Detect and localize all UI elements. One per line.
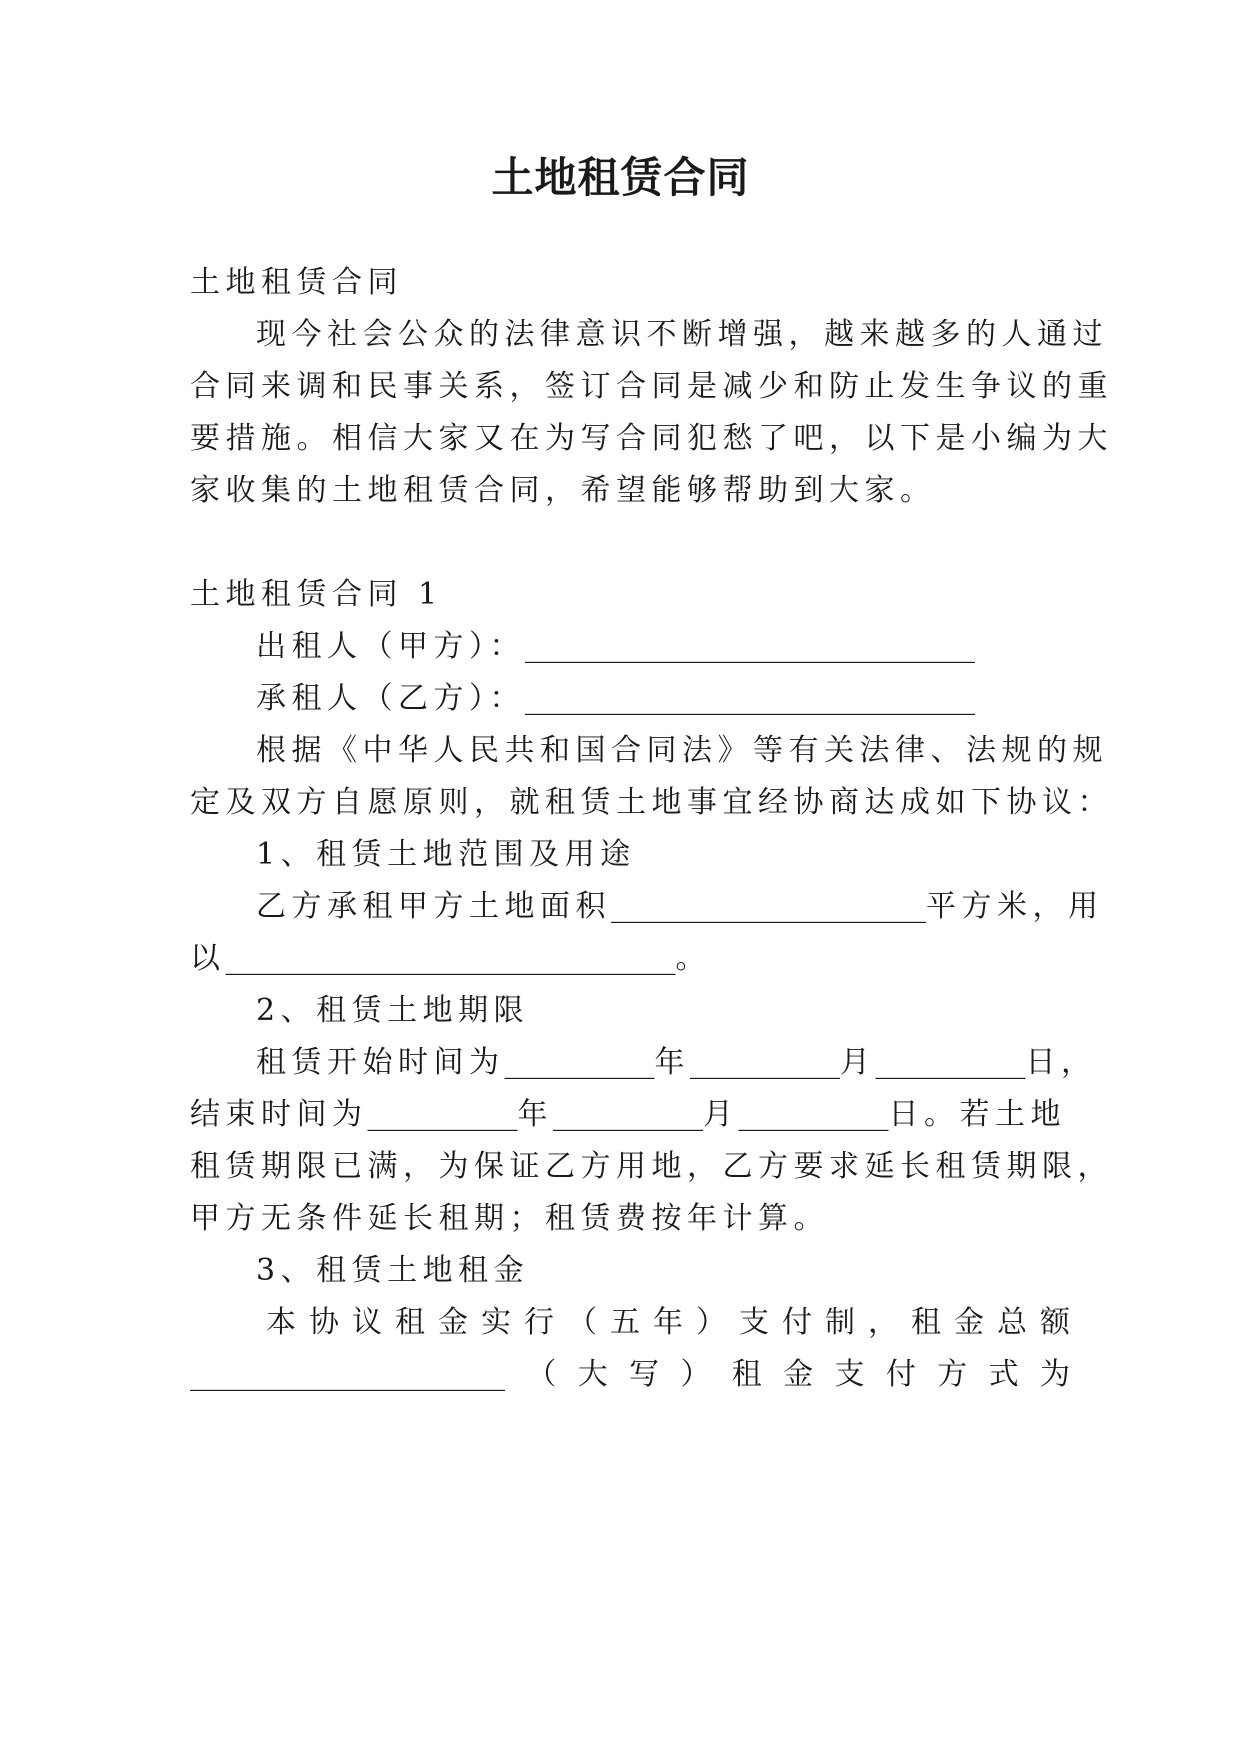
section-heading: 土地租赁合同: [190, 265, 403, 300]
clause-3-char: （: [567, 1305, 597, 1340]
lessor-label: 出租人（甲方）：: [256, 629, 525, 664]
clause-3-line-2: [190, 1355, 1070, 1395]
clause-2-line-3: 租赁期限已满，为保证乙方用地，乙方要求延长租赁期限，: [190, 1149, 1113, 1184]
clause-3-char: 付: [885, 1357, 916, 1392]
clause-3-char: 式: [988, 1357, 1019, 1392]
clause-3-char: 议: [352, 1305, 382, 1340]
clause-3-char: 金: [783, 1357, 814, 1392]
clause-3-char: 制: [825, 1305, 855, 1340]
clause-3-char: 支: [834, 1357, 865, 1392]
clause-3-char: 付: [782, 1305, 812, 1340]
clause-3-char: ，: [868, 1305, 898, 1340]
document-title: 土地租赁合同: [491, 153, 750, 202]
end-day-blank: __________: [738, 1097, 889, 1132]
clause-1-title: 1、租赁土地范围及用途: [256, 837, 636, 872]
lessee-blank: ______________________________: [525, 681, 975, 716]
start-label: 租赁开始时间为: [256, 1045, 505, 1080]
intro-line-4: 家收集的土地租赁合同，希望能够帮助到大家。: [190, 473, 936, 508]
clause-3-char: 支: [739, 1305, 769, 1340]
basis-line-1: 根据《中华人民共和国合同法》等有关法律、法规的规: [256, 733, 1108, 768]
clause-3-char: 金: [438, 1305, 468, 1340]
clause-3-char: 实: [481, 1305, 511, 1340]
start-day-blank: __________: [875, 1045, 1026, 1080]
clause-3-char: 额: [1040, 1305, 1070, 1340]
start-year-blank: __________: [504, 1045, 655, 1080]
clause-1-text-a: 乙方承租甲方土地面积: [256, 889, 611, 924]
end-month-blank: __________: [553, 1097, 703, 1132]
clause-1-line-1: [256, 887, 1104, 927]
end-year-label: 年: [517, 1097, 553, 1132]
lessor-blank: ______________________________: [525, 629, 975, 664]
lessee-label: 承租人（乙方）：: [256, 681, 525, 716]
clause-3-char: 总: [997, 1305, 1027, 1340]
clause-3-char: 年: [653, 1305, 683, 1340]
end-month-label: 月: [703, 1097, 739, 1132]
end-year-blank: __________: [367, 1097, 518, 1132]
clause-3-char: ）: [696, 1305, 726, 1340]
use-blank: ______________________________: [225, 941, 676, 976]
total-rent-blank: _____________________: [190, 1357, 505, 1392]
clause-3-char: 租: [395, 1305, 425, 1340]
area-blank: _____________________: [611, 889, 926, 924]
clause-3-line-1: [266, 1303, 1070, 1343]
start-day-label: 日，: [1025, 1045, 1097, 1080]
clause-3-char: 五: [610, 1305, 640, 1340]
clause-3-char: 写: [629, 1357, 660, 1392]
clause-3-char: 大: [577, 1357, 608, 1392]
start-year-label: 年: [654, 1045, 690, 1080]
basis-line-2: 定及双方自愿原则，就租赁土地事宜经协商达成如下协议：: [190, 785, 1113, 820]
clause-3-char: 方: [937, 1357, 968, 1392]
clause-3-char: 租: [911, 1305, 941, 1340]
clause-1-text-b: 平方米，用: [926, 889, 1104, 924]
intro-line-2: 合同来调和民事关系，签订合同是减少和防止发生争议的重: [190, 369, 1113, 404]
clause-2-line-2: [190, 1095, 1070, 1135]
contract-1-heading: 土地租赁合同 1: [190, 577, 443, 612]
clause-2-title: 2、租赁土地期限: [256, 993, 530, 1028]
clause-3-char: 租: [731, 1357, 762, 1392]
clause-1-line-2: [190, 939, 1070, 979]
clause-3-char: 金: [954, 1305, 984, 1340]
clause-3-char: 协: [309, 1305, 339, 1340]
clause-2-line-4: 甲方无条件延长租期；租赁费按年计算。: [190, 1201, 829, 1236]
clause-3-char: 行: [524, 1305, 554, 1340]
start-month-blank: __________: [690, 1045, 840, 1080]
clause-3-char: （: [526, 1357, 557, 1392]
lessee-line: [256, 679, 1070, 719]
end-day-label: 日。若土地: [888, 1097, 1066, 1132]
clause-3-char: 本: [266, 1305, 296, 1340]
clause-1-text-d: 。: [675, 941, 711, 976]
clause-2-line-1: [256, 1043, 1097, 1083]
clause-3-title: 3、租赁土地租金: [256, 1253, 530, 1288]
lessor-line: [256, 627, 1070, 667]
intro-line-1: 现今社会公众的法律意识不断增强，越来越多的人通过: [256, 317, 1108, 352]
intro-line-3: 要措施。相信大家又在为写合同犯愁了吧，以下是小编为大: [190, 421, 1113, 456]
clause-3-char: 为: [1039, 1357, 1070, 1392]
clause-3-char: ）: [680, 1357, 711, 1392]
clause-1-text-c: 以: [190, 941, 226, 976]
end-label: 结束时间为: [190, 1097, 368, 1132]
start-month-label: 月: [840, 1045, 876, 1080]
